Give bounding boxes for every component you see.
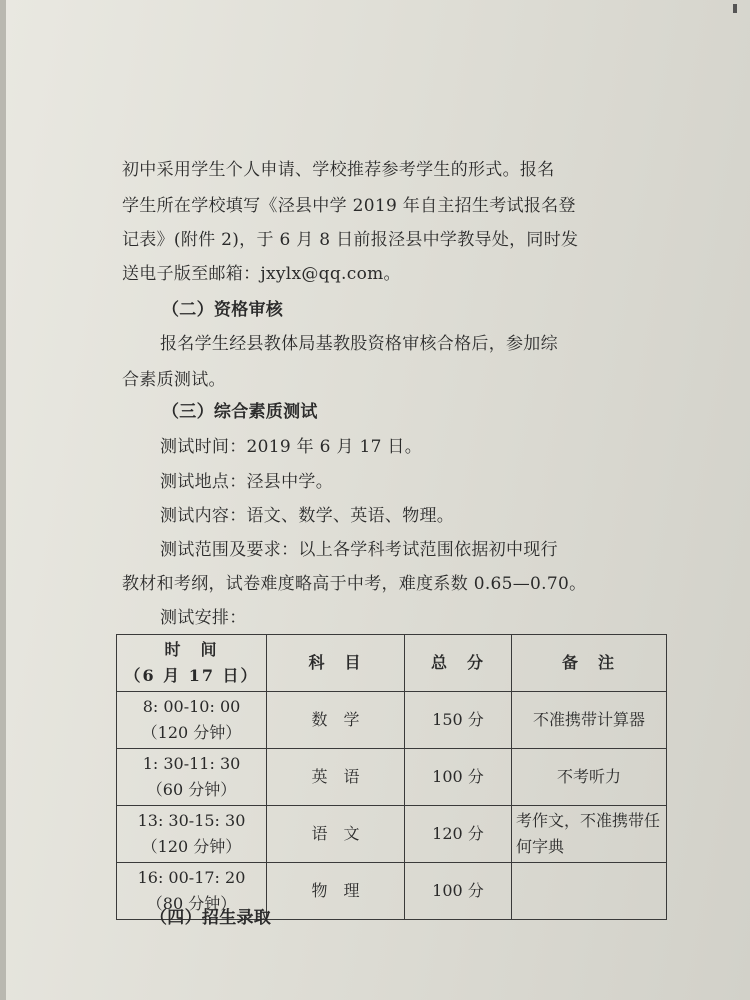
score-cell: 100 分 (405, 749, 512, 806)
para1-line3: 记表》(附件 2)，于 6 月 8 日前报泾县中学教导处，同时发 (122, 230, 579, 250)
header-date: （6 月 17 日） (124, 666, 259, 685)
para1-line1: 初中采用学生个人申请、学校推荐参考学生的形式。报名 (122, 160, 555, 180)
table-header-row (117, 635, 667, 692)
section-heading-4: （四）招生录取 (150, 908, 272, 928)
duration: （120 分钟） (141, 723, 242, 742)
subject-cell: 物 理 (267, 863, 405, 920)
time-cell (117, 749, 267, 806)
para1-line2: 学生所在学校填写《泾县中学 2019 年自主招生考试报名登 (122, 196, 576, 216)
time-range: 13: 30-15: 30 (137, 811, 246, 830)
header-time: 时 间 (164, 640, 219, 659)
duration: （60 分钟） (146, 780, 237, 799)
test-content: 测试内容：语文、数学、英语、物理。 (160, 506, 455, 526)
note-cell: 不准携带计算器 (512, 692, 667, 749)
subject-cell: 语 文 (267, 806, 405, 863)
time-cell (117, 692, 267, 749)
note-cell (512, 863, 667, 920)
table-row (117, 749, 667, 806)
test-scope-line2: 教材和考纲，试卷难度略高于中考，难度系数 0.65—0.70。 (122, 574, 587, 594)
note-cell: 考作文，不准携带任何字典 (512, 806, 667, 863)
section-heading-2: （二）资格审核 (162, 300, 284, 320)
subject-cell: 数 学 (267, 692, 405, 749)
time-range: 8: 00-10: 00 (142, 697, 241, 716)
test-place: 测试地点：泾县中学。 (160, 472, 333, 492)
table-row (117, 692, 667, 749)
test-time: 测试时间：2019 年 6 月 17 日。 (160, 437, 423, 457)
table-row (117, 806, 667, 863)
section-heading-3: （三）综合素质测试 (162, 402, 318, 422)
para1-line4: 送电子版至邮箱：jxylx@qq.com。 (122, 264, 401, 284)
header-subject: 科 目 (267, 635, 405, 692)
duration: （80 分钟） (146, 894, 237, 913)
duration: （120 分钟） (141, 837, 242, 856)
time-range: 16: 00-17: 20 (137, 868, 246, 887)
score-cell: 150 分 (405, 692, 512, 749)
header-time-cell (117, 635, 267, 692)
test-scope-line1: 测试范围及要求：以上各学科考试范围依据初中现行 (160, 540, 558, 560)
subject-cell: 英 语 (267, 749, 405, 806)
note-cell: 不考听力 (512, 749, 667, 806)
score-cell: 120 分 (405, 806, 512, 863)
para2-line1: 报名学生经县教体局基教股资格审核合格后，参加综 (160, 334, 558, 354)
para2-line2: 合素质测试。 (122, 370, 226, 390)
header-note: 备 注 (512, 635, 667, 692)
schedule-label: 测试安排： (160, 608, 247, 628)
score-cell: 100 分 (405, 863, 512, 920)
header-total: 总 分 (405, 635, 512, 692)
corner-mark (733, 4, 737, 13)
time-cell (117, 806, 267, 863)
time-range: 1: 30-11: 30 (142, 754, 241, 773)
schedule-table (116, 634, 667, 920)
